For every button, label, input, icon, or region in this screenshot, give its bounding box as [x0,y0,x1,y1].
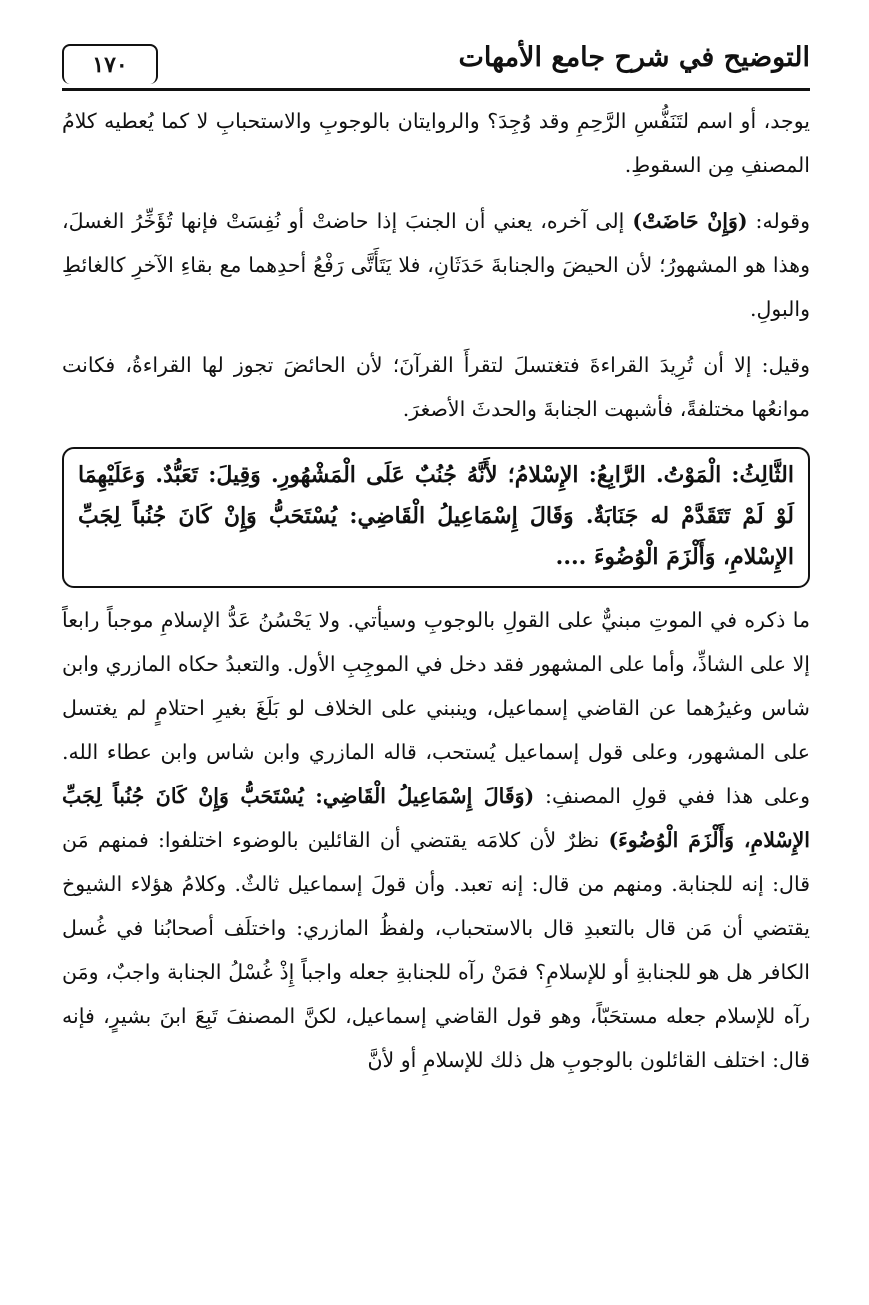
commentary-quote: (وَقَالَ إِسْمَاعِيلُ الْقَاضِي: يُسْتَحَبُّ وَإِنْ كَانَ جُنُباً لِجَبِّ الإِسْلامِ، وَأَلْزَمَ الْوُضُوءَ) [62,784,810,852]
commentary-part-1: ما ذكره في الموتِ مبنيٌّ على القولِ بالوجوبِ وسيأتي. ولا يَحْسُنُ عَدُّ الإسلامِ موجباً رابعاً إلا على الشاذِّ، وأما على المشهور فقد دخل في الموجِبِ الأول. والتعبدُ حكاه المازري وابن شاس وغيرُهما عن القاضي إسماعيل، وينبني على الخلاف لو بَلَغَ بغيرِ احتلامٍ لم يغتسل على المشهور، وعلى قول إسماعيل يُستحب، قاله المازري وابن شاس وابن عطاء الله. وعلى هذا ففي قولِ المصنفِ: [62,608,810,808]
matn-box [62,447,810,588]
commentary-paragraph [62,598,810,1082]
paragraph-2-intro: وقوله: [747,209,810,233]
matn-text: الثَّالِثُ: الْمَوْتُ. الرَّابِعُ: الإِسْلامُ؛ لأَنَّهُ جُنُبٌ عَلَى الْمَشْهُورِ. وَقِيلَ: تَعَبُّدٌ. وَعَلَيْهِمَا لَوْ لَمْ تَتَقَدَّمْ له جَنَابَةٌ. وَقَالَ إِسْمَاعِيلُ الْقَاضِي: يُسْتَحَبُّ وَإِنْ كَانَ جُنُباً لِجَبِّ الإِسْلامِ، وَأَلْزَمَ الْوُضُوءَ .... [78,462,794,570]
page-body [62,91,810,1082]
paragraph-2-quote: (وَإِنْ حَاضَتْ) [632,209,748,233]
running-title: التوضيح في شرح جامع الأمهات [458,42,810,73]
paragraph-1: يوجد، أو اسم لتَنَفُّسِ الرَّحِمِ وقد وُجِدَ؟ والروايتان بالوجوبِ والاستحبابِ لا كما يُعطيه كلامُ المصنفِ مِن السقوطِ. [62,109,810,177]
book-page [62,30,810,1082]
paragraph-2-rest: إلى آخره، يعني أن الجنبَ إذا حاضتْ أو نُفِسَتْ فإنها تُؤَخِّرُ الغسلَ، وهذا هو المشهورُ؛ لأن الحيضَ والجنابةَ حَدَثَانِ، فلا يَتَأَتَّى رَفْعُ أحدِهما مع بقاءِ الآخرِ كالغائطِ والبولِ. [62,209,810,321]
page-number: ١٧٠ [62,44,158,84]
commentary-part-2: نظرٌ لأن كلامَه يقتضي أن القائلين بالوضوء اختلفوا: فمنهم مَن قال: إنه للجنابة. ومنهم من قال: إنه تعبد. وأن قولَ إسماعيل ثالثٌ. وكلامُ هؤلاء الشيوخ يقتضي أن مَن قال بالتعبدِ قال بالاستحباب، ولفظُ المازري: واختلَف أصحابُنا في غُسل الكافر هل هو للجنابةِ أو للإسلامِ؟ فمَنْ رآه للجنابةِ جعله واجباً إِذْ غُسْلُ الجنابة واجبٌ، ومَن رآه للإسلام جعله مستحَبّاً، وهو قول القاضي إسماعيل، لكنَّ المصنفَ تَبِعَ ابنَ بشيرٍ، فإنه قال: اختلف القائلون بالوجوبِ هل ذلك للإسلامِ أو لأنَّ [62,828,810,1072]
paragraph-3: وقيل: إلا أن تُرِيدَ القراءةَ فتغتسلَ لتقرأَ القرآنَ؛ لأن الحائضَ تجوز لها القراءةُ، فكانت موانعُها مختلفةً، فأشبهت الجنابةَ والحدثَ الأصغرَ. [62,353,810,421]
page-header [62,30,810,91]
paragraph-2 [62,199,810,331]
